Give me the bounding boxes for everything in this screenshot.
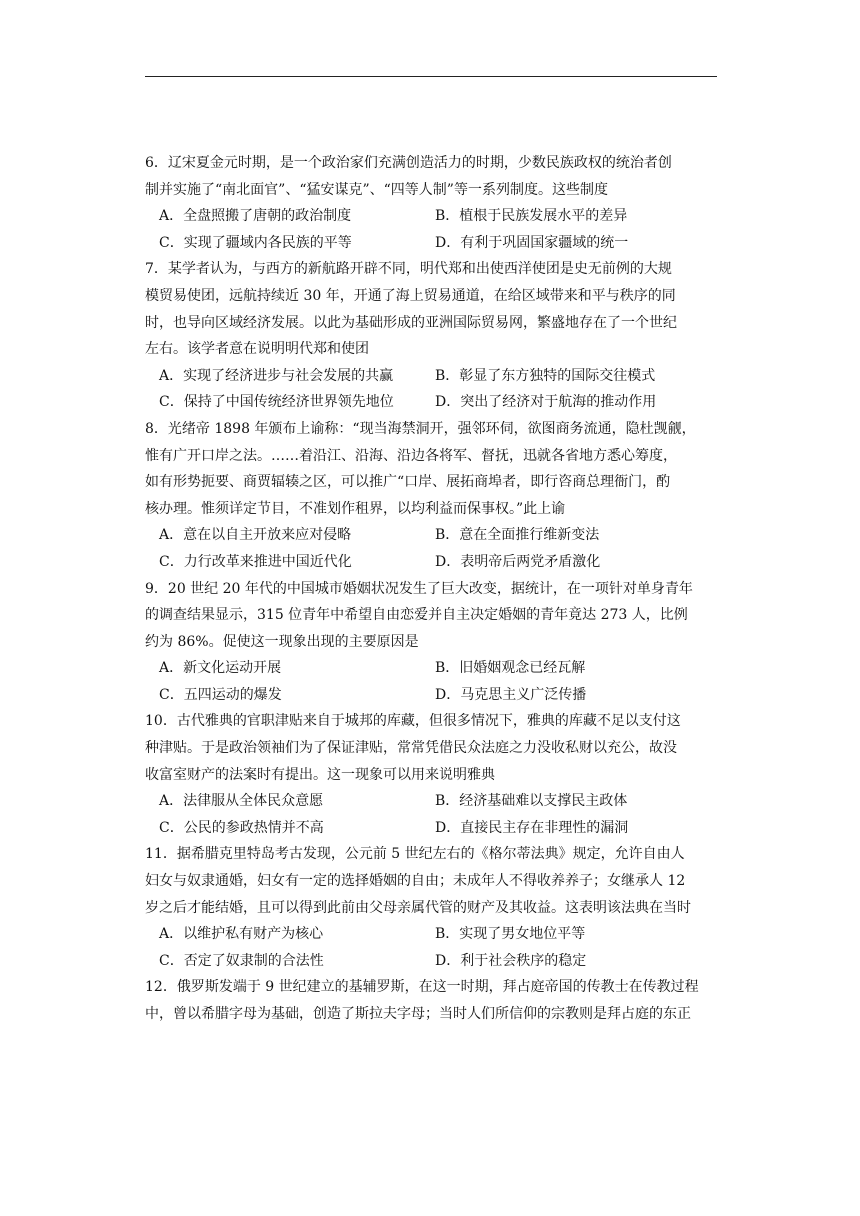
- question-11: [145, 841, 717, 974]
- option-row: [145, 815, 717, 842]
- question-stem-line: 7．某学者认为，与西方的新航路开辟不同，明代郑和出使西洋使团是史无前例的大规: [145, 261, 672, 278]
- question-stem-line: 11．据希腊克里特岛考古发现，公元前 5 世纪左右的《格尔蒂法典》规定，允许自由人: [145, 846, 685, 863]
- answer-option: B．经济基础难以支撑民主政体: [435, 793, 628, 810]
- question-stem-line: 种津贴。于是政治领袖们为了保证津贴，常常凭借民众法庭之力没收私财以充公，故没: [145, 740, 677, 757]
- option-row: [145, 389, 717, 416]
- answer-option: C．公民的参政热情并不高: [159, 819, 324, 836]
- answer-option: B．植根于民族发展水平的差异: [435, 208, 628, 225]
- answer-option: B．实现了男女地位平等: [435, 926, 586, 943]
- answer-option: D．突出了经济对于航海的推动作用: [435, 394, 657, 411]
- option-row: [145, 363, 717, 390]
- option-row: [145, 921, 717, 948]
- question-stem-line: 妇女与奴隶通婚，妇女有一定的选择婚姻的自由；未成年人不得收养养子；女继承人 12: [145, 873, 686, 890]
- answer-option: B．旧婚姻观念已经瓦解: [435, 660, 586, 677]
- answer-option: A．新文化运动开展: [159, 660, 282, 677]
- answer-option: B．彰显了东方独特的国际交往模式: [435, 367, 656, 384]
- question-stem-line: 6．辽宋夏金元时期，是一个政治家们充满创造活力的时期，少数民族政权的统治者创: [145, 155, 672, 171]
- question-stem-line: 中，曾以希腊字母为基础，创造了斯拉夫字母；当时人们所信仰的宗教则是拜占庭的东正: [145, 1006, 691, 1022]
- answer-option: A．意在以自主开放来应对侵略: [159, 527, 352, 544]
- question-stem-line: 制并实施了“南北面官”、“猛安谋克”、“四等人制”等一系列制度。这些制度: [145, 181, 608, 198]
- question-stem-line: 核办理。惟须详定节目，不准划作租界，以均利益而保事权。”此上谕: [145, 500, 566, 517]
- option-row: [145, 203, 717, 230]
- question-stem-line: 模贸易使团，远航持续近 30 年，开通了海上贸易通道，在给区域带来和平与秩序的同: [145, 287, 676, 304]
- answer-option: D．有利于巩固国家疆域的统一: [435, 234, 629, 251]
- option-row: [145, 549, 717, 576]
- answer-option: D．直接民主存在非理性的漏洞: [435, 819, 629, 836]
- option-row: [145, 682, 717, 709]
- option-row: [145, 788, 717, 815]
- question-stem-line: 10．古代雅典的官职津贴来自于城邦的库藏，但很多情况下，雅典的库藏不足以支付这: [145, 713, 681, 730]
- question-stem-line: 8．光绪帝 1898 年颁布上谕称：“现当海禁洞开，强邻环伺，欲图商务流通，隐杜觊觎，: [145, 420, 696, 437]
- question-stem-line: 左右。该学者意在说明明代郑和使团: [145, 341, 369, 358]
- option-row: [145, 230, 717, 257]
- question-stem-line: 约为 86%。促使这一现象出现的主要原因是: [145, 633, 419, 650]
- answer-option: A．实现了经济进步与社会发展的共赢: [159, 367, 394, 384]
- answer-option: B．意在全面推行维新变法: [435, 527, 600, 544]
- answer-option: D．马克思主义广泛传播: [435, 686, 587, 703]
- answer-option: C．力行改革来推进中国近代化: [159, 553, 352, 570]
- question-stem-line: 12．俄罗斯发端于 9 世纪建立的基辅罗斯，在这一时期，拜占庭帝国的传教士在传教过程: [145, 979, 699, 996]
- answer-option: A．法律服从全体民众意愿: [159, 793, 324, 810]
- option-row: [145, 655, 717, 682]
- answer-option: C．实现了疆域内各民族的平等: [159, 234, 352, 251]
- answer-option: A．以维护私有财产为核心: [159, 926, 324, 943]
- option-row: [145, 522, 717, 549]
- question-12: [145, 974, 717, 1027]
- header-rule: [145, 76, 717, 77]
- question-stem-line: 的调查结果显示，315 位青年中希望自由恋爱并自主决定婚姻的青年竟达 273 人，比例: [145, 607, 688, 624]
- question-stem-line: 惟有广开口岸之法。……着沿江、沿海、沿边各将军、督抚，迅就各省地方悉心筹度，: [145, 447, 677, 464]
- question-9: [145, 576, 717, 709]
- question-8: [145, 416, 717, 576]
- answer-option: C．保持了中国传统经济世界领先地位: [159, 394, 394, 411]
- question-6: [145, 150, 717, 256]
- answer-option: D．表明帝后两党矛盾激化: [435, 553, 601, 570]
- question-stem-line: 时，也导向区域经济发展。以此为基础形成的亚洲国际贸易网，繁盛地存在了一个世纪: [145, 314, 677, 331]
- question-stem-line: 如有形势扼要、商贾辐辏之区，可以推广“口岸、展拓商埠者，即行咨商总理衙门，酌: [145, 474, 671, 491]
- answer-option: C．否定了奴隶制的合法性: [159, 952, 324, 969]
- answer-option: D．利于社会秩序的稳定: [435, 952, 587, 969]
- question-stem-line: 岁之后才能结婚，且可以得到此前由父母亲属代管的财产及其收益。这表明该法典在当时: [145, 899, 691, 916]
- question-10: [145, 708, 717, 841]
- question-7: [145, 256, 717, 416]
- option-row: [145, 948, 717, 975]
- question-stem-line: 9．20 世纪 20 年代的中国城市婚姻状况发生了巨大改变，据统计，在一项针对单身青年: [145, 580, 693, 597]
- exam-content: [145, 150, 717, 1028]
- answer-option: A．全盘照搬了唐朝的政治制度: [159, 208, 352, 225]
- answer-option: C．五四运动的爆发: [159, 686, 282, 703]
- question-stem-line: 收富室财产的法案时有提出。这一现象可以用来说明雅典: [145, 766, 495, 783]
